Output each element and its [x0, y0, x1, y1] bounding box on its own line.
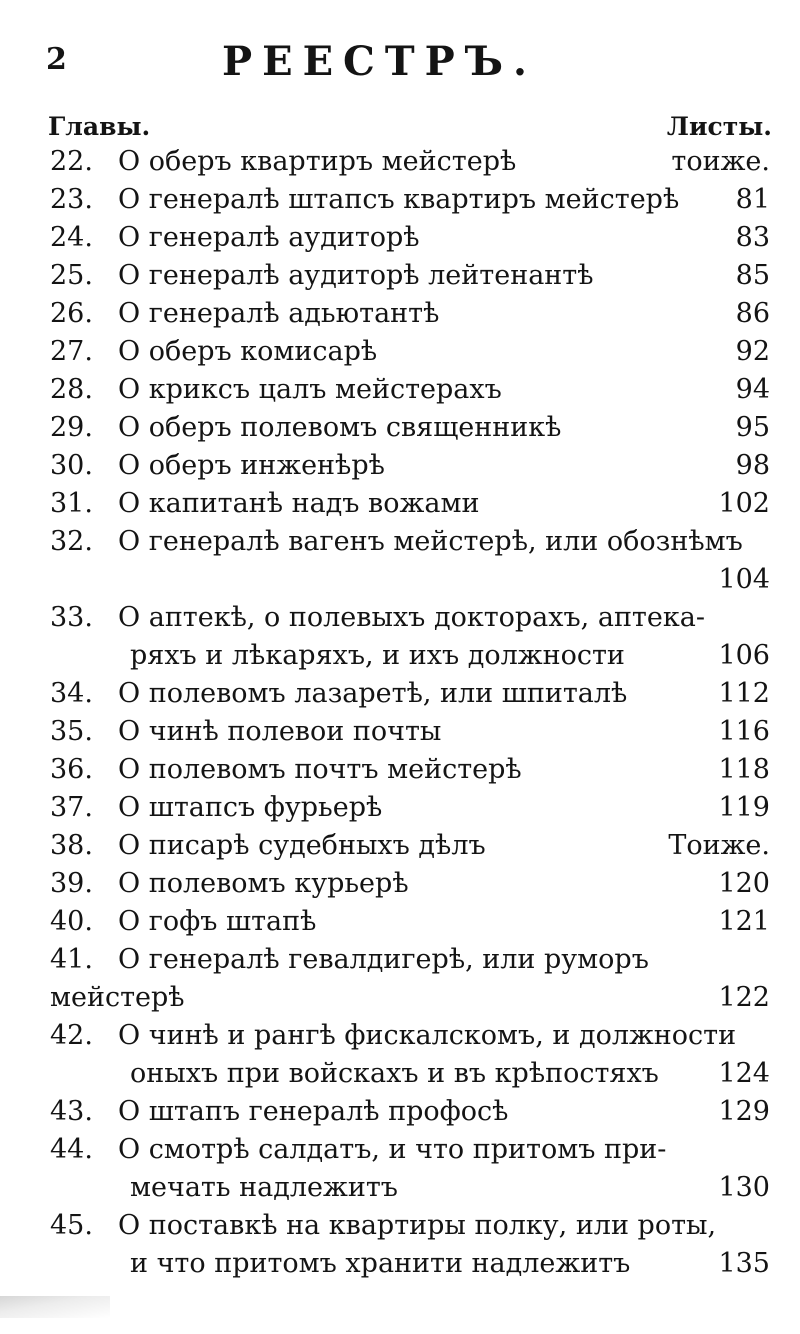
- chapter-title: О капитанѣ надъ вожами: [118, 488, 480, 519]
- toc-row: [0, 1132, 800, 1168]
- page-reference: тоиже.: [671, 146, 770, 177]
- page-reference: 95: [735, 412, 770, 443]
- chapter-title: О чинѣ и рангѣ фискалскомъ, и должности: [118, 1020, 737, 1051]
- chapter-number: 38.: [50, 830, 93, 861]
- chapter-title: О чинѣ полевои почты: [118, 716, 442, 747]
- chapter-number: 24.: [50, 222, 93, 253]
- chapter-number: 34.: [50, 678, 93, 709]
- chapter-number: 33.: [50, 602, 93, 633]
- chapter-title: О полевомъ почтъ мейстерѣ: [118, 754, 522, 785]
- chapter-title: О генералѣ адьютантѣ: [118, 298, 440, 329]
- ink-smudge: [0, 1296, 110, 1318]
- page-reference: 94: [735, 374, 770, 405]
- chapter-title: О штапсъ фурьерѣ: [118, 792, 383, 823]
- toc-row: [0, 828, 800, 864]
- toc-row: [0, 144, 800, 180]
- chapter-number: 39.: [50, 868, 93, 899]
- toc-row: [0, 372, 800, 408]
- chapter-title: О оберъ инженѣрѣ: [118, 450, 385, 481]
- chapter-title: О штапъ генералѣ профосѣ: [118, 1096, 509, 1127]
- toc-row: [0, 182, 800, 218]
- toc-row: [0, 1018, 800, 1054]
- page-reference: 81: [735, 184, 770, 215]
- chapter-number: 32.: [50, 526, 93, 557]
- chapter-title: О оберъ квартиръ мейстерѣ: [118, 146, 517, 177]
- page-reference: Тоиже.: [668, 830, 770, 861]
- toc-row-continuation: [0, 1170, 800, 1206]
- page-reference: 85: [735, 260, 770, 291]
- chapter-title: О аптекѣ, о полевыхъ докторахъ, аптека-: [118, 602, 705, 633]
- toc-row: [0, 296, 800, 332]
- chapter-title: О поставкѣ на квартиры полку, или роты,: [118, 1210, 717, 1241]
- toc-row: [0, 220, 800, 256]
- chapter-title: О оберъ полевомъ священникѣ: [118, 412, 562, 443]
- page-title: РЕЕСТРЪ.: [222, 38, 537, 85]
- chapter-number: 44.: [50, 1134, 93, 1165]
- chapter-title: О генералѣ аудиторѣ: [118, 222, 420, 253]
- page-reference: 118: [718, 754, 770, 785]
- page-reference: 120: [718, 868, 770, 899]
- toc-row: [0, 1094, 800, 1130]
- page-number: 2: [46, 42, 67, 77]
- chapter-title: О гофъ штапѣ: [118, 906, 317, 937]
- toc-row-continuation: [0, 1246, 800, 1282]
- page-reference: 112: [718, 678, 770, 709]
- chapter-number: 30.: [50, 450, 93, 481]
- chapter-number: 28.: [50, 374, 93, 405]
- chapter-number: 25.: [50, 260, 93, 291]
- toc-row: [0, 448, 800, 484]
- page-reference: 83: [735, 222, 770, 253]
- page-reference: 104: [718, 564, 770, 595]
- chapter-number: 35.: [50, 716, 93, 747]
- toc-row-continuation: [0, 638, 800, 674]
- chapter-title: О оберъ комисарѣ: [118, 336, 378, 367]
- chapter-number: 22.: [50, 146, 93, 177]
- chapter-title: О криксъ цалъ мейстерахъ: [118, 374, 502, 405]
- page-reference: 106: [718, 640, 770, 671]
- page-reference: 124: [718, 1058, 770, 1089]
- chapter-number: 45.: [50, 1210, 93, 1241]
- page-reference: 116: [718, 716, 770, 747]
- page-reference: 121: [718, 906, 770, 937]
- page-reference: 102: [718, 488, 770, 519]
- chapter-title: О полевомъ лазаретѣ, или шпиталѣ: [118, 678, 628, 709]
- toc-row: [0, 752, 800, 788]
- chapter-number: 36.: [50, 754, 93, 785]
- page-reference: 130: [718, 1172, 770, 1203]
- column-header-chapters: Главы.: [48, 112, 151, 141]
- chapter-title-continuation: и что притомъ хранити надлежитъ: [130, 1248, 631, 1279]
- toc-row: [0, 524, 800, 560]
- toc-row: [0, 334, 800, 370]
- chapter-number: 41.: [50, 944, 93, 975]
- toc-row-continuation: [0, 1056, 800, 1092]
- chapter-title: О генералѣ вагенъ мейстерѣ, или обознѣмъ: [118, 526, 743, 557]
- chapter-number: 40.: [50, 906, 93, 937]
- page-reference: 92: [735, 336, 770, 367]
- toc-row: [0, 486, 800, 522]
- chapter-title: О генералѣ гевалдигерѣ, или руморъ: [118, 944, 649, 975]
- toc-row: [0, 904, 800, 940]
- chapter-number: 26.: [50, 298, 93, 329]
- chapter-title: О полевомъ курьерѣ: [118, 868, 409, 899]
- toc-row: [0, 600, 800, 636]
- chapter-title: О смотрѣ салдатъ, и что притомъ при-: [118, 1134, 667, 1165]
- toc-row: [0, 410, 800, 446]
- page-reference: 119: [718, 792, 770, 823]
- chapter-number: 42.: [50, 1020, 93, 1051]
- page-reference: 98: [735, 450, 770, 481]
- chapter-title: О генералѣ штапсъ квартиръ мейстерѣ: [118, 184, 680, 215]
- chapter-number: 23.: [50, 184, 93, 215]
- page-reference: 86: [735, 298, 770, 329]
- toc-row: [0, 1208, 800, 1244]
- chapter-title-continuation: ряхъ и лѣкаряхъ, и ихъ должности: [130, 640, 625, 671]
- page-reference: 122: [718, 982, 770, 1013]
- column-header-pages: Листы.: [666, 112, 772, 141]
- chapter-number: 37.: [50, 792, 93, 823]
- toc-row: [0, 790, 800, 826]
- chapter-number: 27.: [50, 336, 93, 367]
- toc-row: [0, 714, 800, 750]
- chapter-title: О генералѣ аудиторѣ лейтенантѣ: [118, 260, 594, 291]
- chapter-number: 31.: [50, 488, 93, 519]
- toc-row: [0, 942, 800, 978]
- chapter-title-continuation: мейстерѣ: [50, 982, 185, 1013]
- page-reference: 129: [718, 1096, 770, 1127]
- toc-row-continuation: [0, 562, 800, 598]
- chapter-number: 29.: [50, 412, 93, 443]
- chapter-title: О писарѣ судебныхъ дѣлъ: [118, 830, 486, 861]
- chapter-number: 43.: [50, 1096, 93, 1127]
- chapter-title-continuation: мечать надлежитъ: [130, 1172, 398, 1203]
- chapter-title-continuation: оныхъ при войскахъ и въ крѣпостяхъ: [130, 1058, 659, 1089]
- toc-row-continuation: [0, 980, 800, 1016]
- toc-row: [0, 866, 800, 902]
- toc-row: [0, 676, 800, 712]
- page-reference: 135: [718, 1248, 770, 1279]
- toc-row: [0, 258, 800, 294]
